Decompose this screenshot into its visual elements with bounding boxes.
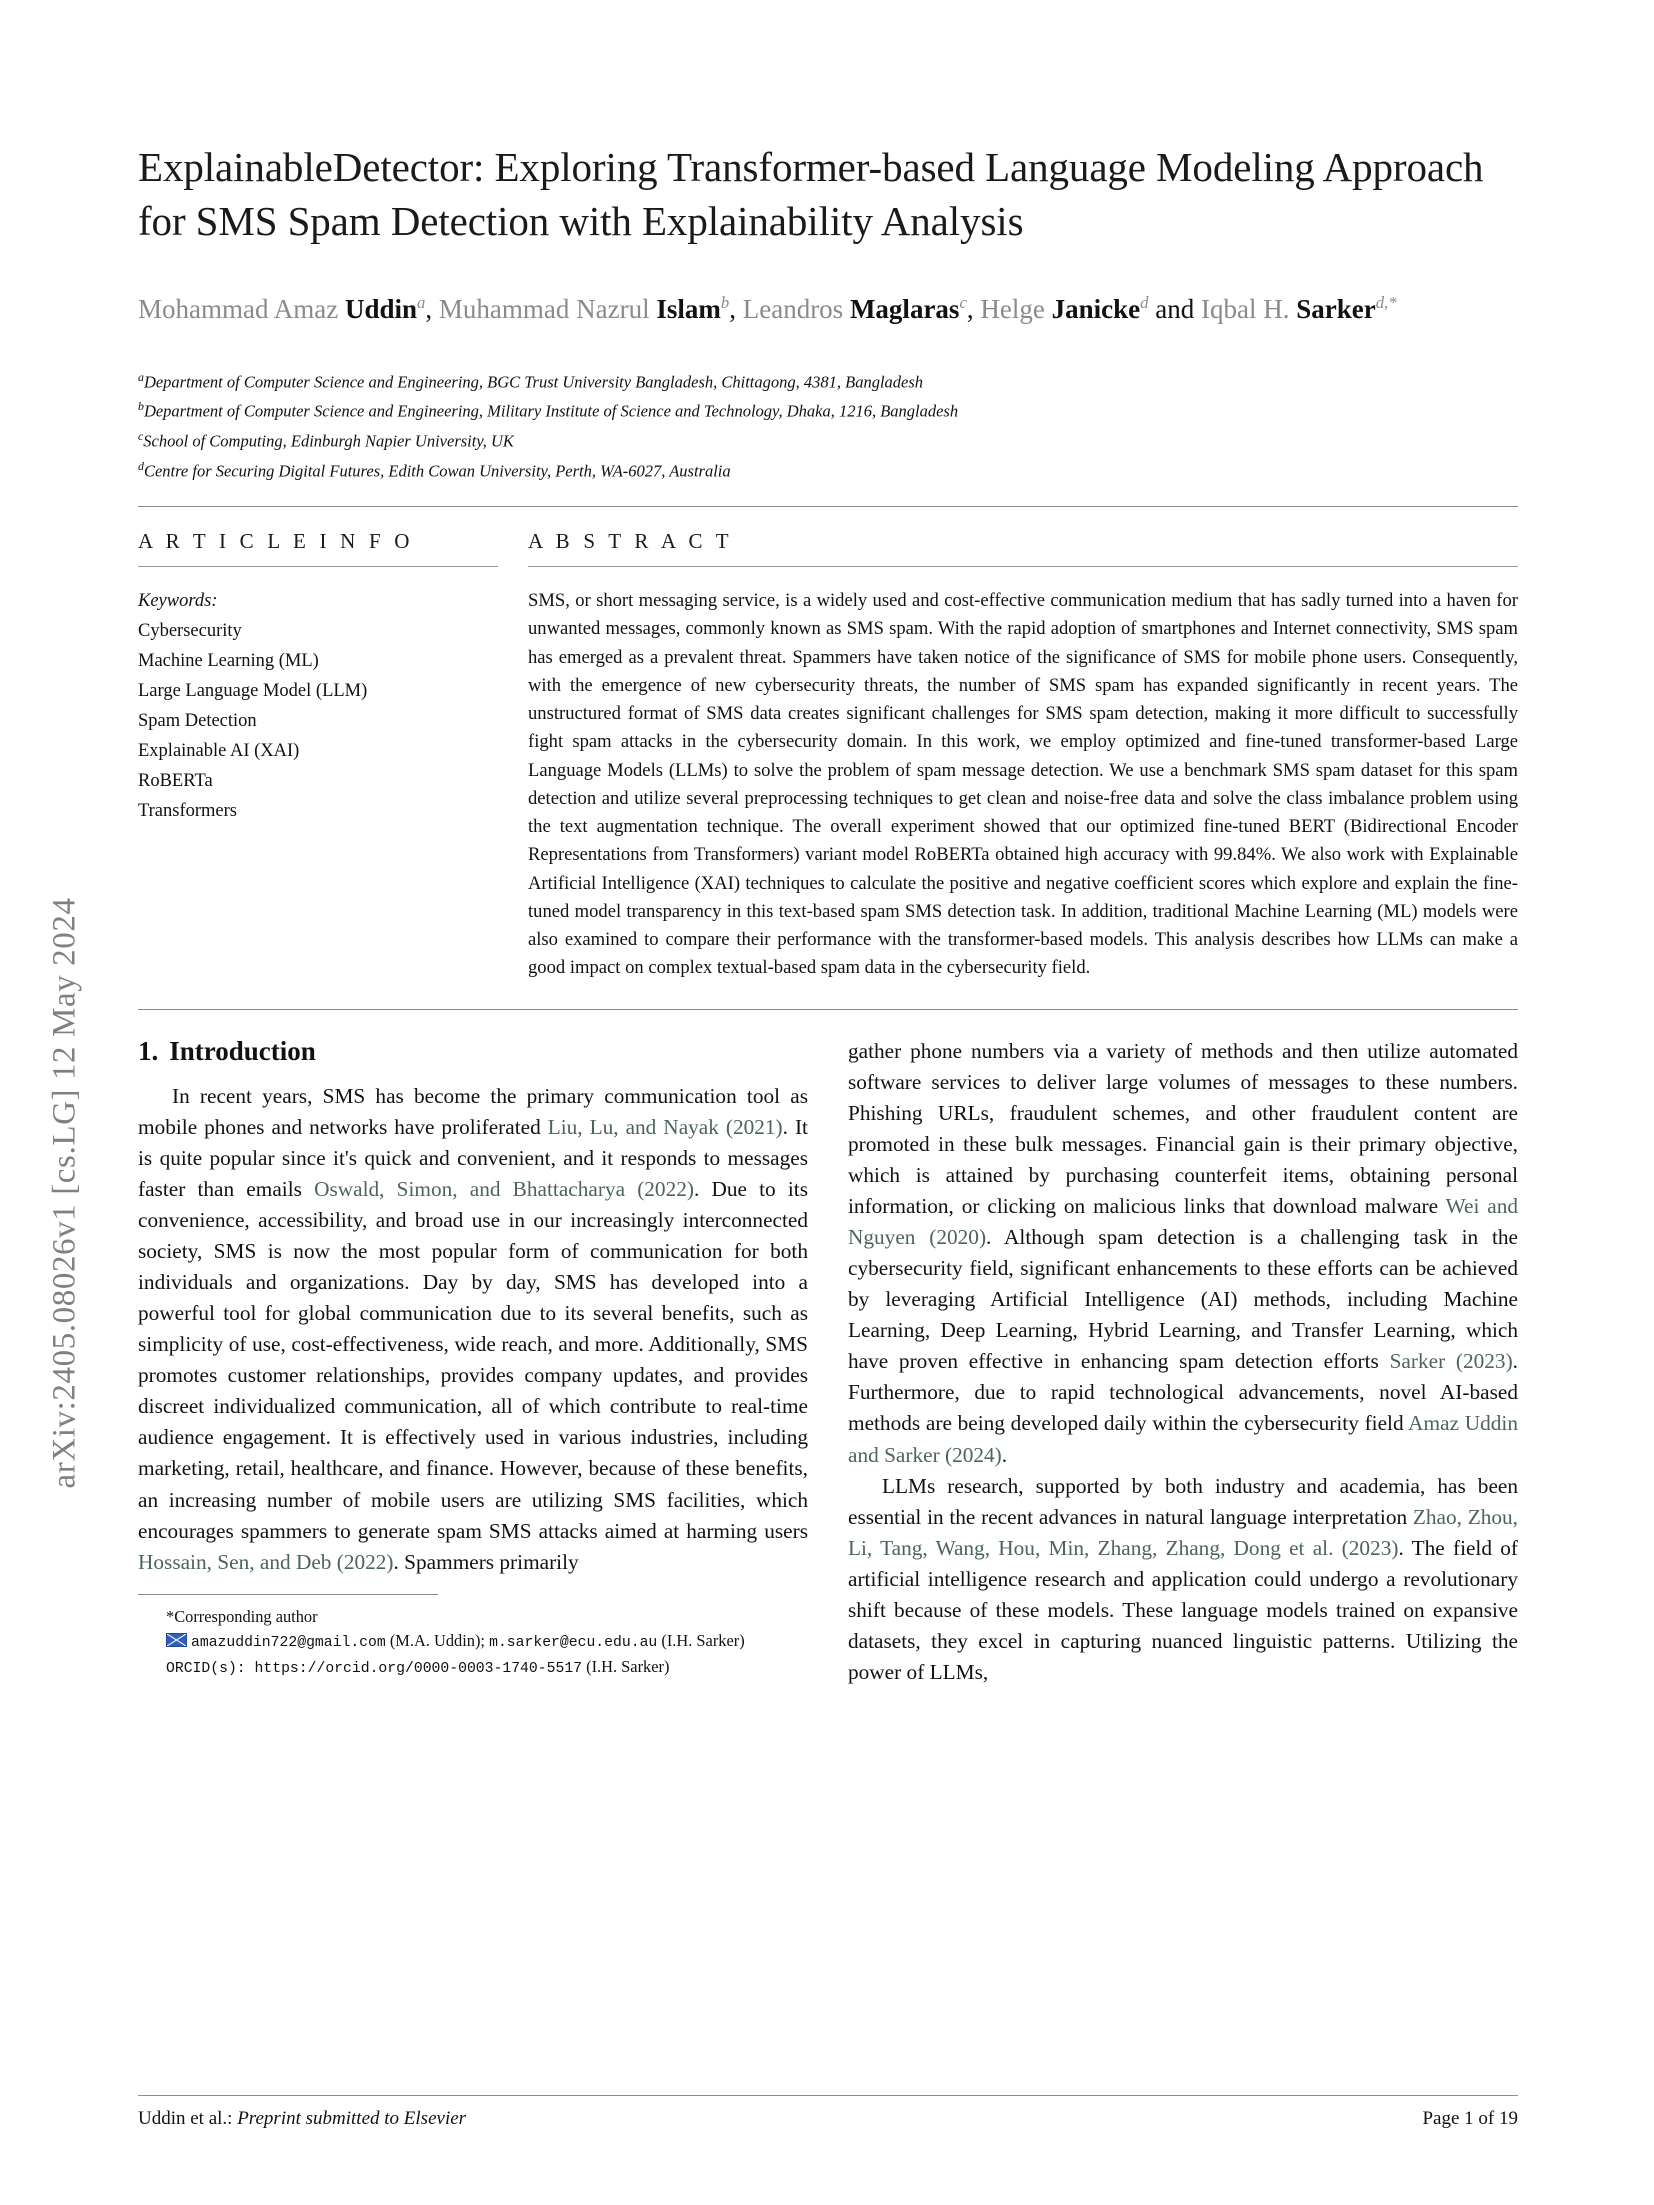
author-affiliation-mark: d,* (1375, 293, 1397, 313)
citation-link[interactable]: Zhao, Zhou, Li, Tang, Wang, Hou, Min, Zhang, Zhang, Dong et al. (2023) (848, 1504, 1518, 1560)
section-heading-introduction (138, 1036, 808, 1067)
abstract-bottom-divider (138, 1009, 1518, 1010)
footer-divider (138, 2095, 1518, 2096)
affiliation-mark: b (138, 399, 144, 414)
author-first-name: Muhammad Nazrul (438, 294, 650, 325)
citation-link[interactable]: Sarker (2023) (1389, 1349, 1513, 1374)
keyword-item: Machine Learning (ML) (138, 650, 319, 671)
text-run: . (1001, 1442, 1008, 1467)
abstract-text: SMS, or short messaging service, is a widely used and cost-effective communication medium that has sadly turned into a haven for unwanted messages, commonly known as SMS spam. With the rapid adoption of smartphones and Internet connectivity, SMS spam has emerged as a prevalent threat. Spammers have taken notice of the significance of SMS for mobile phone users. Consequently, with the emergence of new cybersecurity threats, the number of SMS spam has expanded significantly in recent years. The unstructured format of SMS data creates significant challenges for SMS spam detection, making it more difficult to successfully fight spam attacks in the cybersecurity domain. In this work, we employ optimized and fine-tuned transformer-based Large Language Models (LLMs) to solve the problem of spam message detection. We use a benchmark SMS spam dataset for this spam detection and utilize several preprocessing techniques to get clean and noise-free data and solve the class imbalance problem using the text augmentation technique. The overall experiment showed that our optimized fine-tuned BERT (Bidirectional Encoder Representations from Transformers) variant model RoBERTa obtained high accuracy with 99.84%. We also work with Explainable Artificial Intelligence (XAI) techniques to calculate the positive and negative coefficient scores which explore and explain the fine-tuned model transparency in this text-based spam SMS detection task. In addition, traditional Machine Learning (ML) models were also examined to compare their performance with the transformer-based models. This analysis describes how LLMs can make a good impact on complex textual-based spam data in the cybersecurity field. (528, 590, 1518, 979)
author-last-name: Maglaras (849, 294, 960, 325)
author-affiliation-mark: d (1140, 293, 1149, 313)
body-columns (138, 1036, 1518, 1689)
author-first-name: Iqbal H. (1200, 294, 1290, 325)
author-first-name: Helge (980, 294, 1045, 325)
author-last-name: Islam (656, 294, 721, 325)
envelope-icon (166, 1633, 187, 1647)
citation-link[interactable]: Liu, Lu, and Nayak (2021) (547, 1114, 783, 1139)
intro-paragraph-2 (848, 1471, 1518, 1689)
affiliation-text: School of Computing, Edinburgh Napier University, UK (143, 431, 514, 451)
keyword-item: Explainable AI (XAI) (138, 740, 300, 761)
author-first-name: Leandros (742, 294, 844, 325)
author-entry (980, 294, 1148, 324)
email-owner-secondary: (I.H. Sarker) (657, 1631, 745, 1651)
paper-page (138, 0, 1518, 2205)
article-info-heading: A R T I C L E I N F O (138, 529, 414, 554)
footer-authors: Uddin et al.: (138, 2108, 233, 2129)
text-run: In recent years, SMS has become the primary communication tool as mobile phones and networks have proliferated (138, 1083, 808, 1139)
text-run: gather phone numbers via a variety of methods and then utilize automated software services to deliver large volumes of messages to these numbers. Phishing URLs, fraudulent schemes, and other fraudulent content are promoted in these bulk messages. Financial gain is their primary objective, which is attained by purchasing counterfeit items, obtaining personal information, or clicking on malicious links that download malware (848, 1038, 1518, 1218)
affiliation-mark: d (138, 459, 144, 474)
page-footer (138, 2095, 1518, 2130)
affiliation-item (138, 456, 1518, 486)
article-info-divider (138, 566, 498, 567)
text-run: . Spammers primarily (393, 1549, 579, 1574)
keywords-list (138, 587, 498, 827)
author-affiliation-mark: b (720, 293, 730, 313)
author-entry (439, 294, 729, 324)
footer-left (138, 2108, 466, 2130)
intro-paragraph-1-continued (848, 1036, 1518, 1471)
author-separator: , (425, 294, 439, 325)
affiliation-mark: c (138, 429, 144, 444)
email-address-primary[interactable]: amazuddin722@gmail.com (191, 1635, 386, 1652)
author-affiliation-mark: c (959, 293, 967, 313)
footer-submission-note: Preprint submitted to Elsevier (232, 2108, 467, 2129)
footer-page-number: Page 1 of 19 (1422, 2108, 1518, 2129)
author-last-name: Janicke (1051, 294, 1141, 325)
affiliation-text: Department of Computer Science and Engineering, Military Institute of Science and Technology, Dhaka, 1216, Bangladesh (143, 401, 959, 421)
abstract-divider (528, 566, 1518, 567)
email-address-secondary[interactable]: m.sarker@ecu.edu.au (489, 1635, 658, 1652)
orcid-link[interactable]: https://orcid.org/0000-0003-1740-5517 (254, 1660, 583, 1677)
section-title: Introduction (169, 1035, 316, 1066)
email-note (138, 1629, 808, 1654)
affiliation-item (138, 396, 1518, 426)
article-info-column (138, 529, 528, 983)
footnote-block (138, 1605, 808, 1680)
page-title: ExplainableDetector: Exploring Transformer-based Language Modeling Approach for SMS Spam Detection with Explainability Analysis (138, 144, 1484, 245)
author-entry (1201, 294, 1397, 324)
citation-link[interactable]: Hossain, Sen, and Deb (2022) (138, 1549, 394, 1574)
orcid-label: ORCID(s): (166, 1660, 255, 1677)
author-separator: , (966, 294, 981, 325)
arxiv-stamp (0, 0, 110, 2205)
orcid-owner: (I.H. Sarker) (582, 1656, 670, 1676)
author-last-name: Sarker (1296, 294, 1376, 325)
footnote-divider (138, 1594, 438, 1595)
arxiv-stamp-text: arXiv:2405.08026v1 [cs.LG] 12 May 2024 (46, 897, 83, 1489)
text-run: . Furthermore, due to rapid technological advancements, novel AI-based methods are being developed daily within the cybersecurity field (848, 1349, 1518, 1436)
article-info-abstract-block (138, 529, 1518, 983)
body-column-left (138, 1036, 808, 1689)
text-run: LLMs research, supported by both industry and academia, has been essential in the recent advances in natural language interpretation (848, 1473, 1518, 1529)
author-entry (743, 294, 967, 324)
corresponding-author-note: *Corresponding author (166, 1606, 318, 1626)
keyword-item: Large Language Model (LLM) (138, 680, 368, 701)
orcid-note (138, 1655, 808, 1680)
footer-row (138, 2108, 1518, 2130)
affiliation-item (138, 426, 1518, 456)
affiliation-text: Department of Computer Science and Engineering, BGC Trust University Bangladesh, Chittagong, 4381, Bangladesh (143, 372, 924, 392)
keyword-item: RoBERTa (138, 770, 213, 791)
abstract-column (528, 529, 1518, 983)
keywords-label: Keywords: (138, 591, 218, 612)
author-affiliation-mark: a (417, 293, 426, 313)
keyword-item: Cybersecurity (138, 621, 242, 642)
email-owner-primary: (M.A. Uddin); (385, 1631, 490, 1651)
keyword-item: Spam Detection (138, 710, 257, 731)
keyword-item: Transformers (138, 800, 238, 821)
text-run: . Although spam detection is a challenging task in the cybersecurity field, significant enhancements to these efforts can be achieved by leveraging Artificial Intelligence (AI) methods, including Machine Learning, Deep Learning, Hybrid Learning, and Transfer Learning, which have proven effective in enhancing spam detection efforts (848, 1225, 1519, 1374)
text-run: . The field of artificial intelligence research and application could undergo a revolutionary shift because of these models. These language models trained on expansive datasets, they excel in capturing nuanced linguistic patterns. Utilizing the power of LLMs, (848, 1535, 1518, 1685)
author-list (138, 290, 1518, 328)
abstract-heading: A B S T R A C T (528, 529, 733, 554)
author-entry (138, 294, 425, 324)
text-run: . It is quite popular since it's quick and convenient, and it responds to messages faster than emails (138, 1114, 808, 1201)
affiliation-mark: a (138, 369, 144, 384)
citation-link[interactable]: Wei and Nguyen (2020) (848, 1193, 1518, 1250)
section-number: 1. (138, 1035, 159, 1066)
intro-paragraph-1 (138, 1081, 808, 1578)
author-separator: and (1148, 294, 1201, 325)
author-separator: , (729, 294, 743, 325)
body-column-right (848, 1036, 1518, 1689)
citation-link[interactable]: Amaz Uddin and Sarker (2024) (848, 1411, 1518, 1467)
author-last-name: Uddin (344, 294, 418, 325)
author-first-name: Mohammad Amaz (138, 294, 339, 325)
citation-link[interactable]: Oswald, Simon, and Bhattacharya (2022) (314, 1176, 694, 1201)
header-divider (138, 506, 1518, 507)
affiliation-item (138, 367, 1518, 397)
affiliation-text: Centre for Securing Digital Futures, Edith Cowan University, Perth, WA-6027, Australia (143, 461, 731, 481)
text-run: . Due to its convenience, accessibility, and broad use in our increasingly interconnected society, SMS is now the most popular form of communication for both individuals and organizations. Day by day, SMS has developed into a powerful tool for global communication due to its several benefits, such as simplicity of use, cost-effectiveness, wide reach, and more. Additionally, SMS promotes customer relationships, provides company updates, and provides discreet individualized communication, all of which contribute to real-time audience engagement. It is effectively used in various industries, including marketing, retail, healthcare, and finance. However, because of these benefits, an increasing number of mobile users are utilizing SMS facilities, which encourages spammers to generate spam SMS attacks aimed at harming users (138, 1176, 808, 1543)
affiliation-list (138, 367, 1518, 487)
